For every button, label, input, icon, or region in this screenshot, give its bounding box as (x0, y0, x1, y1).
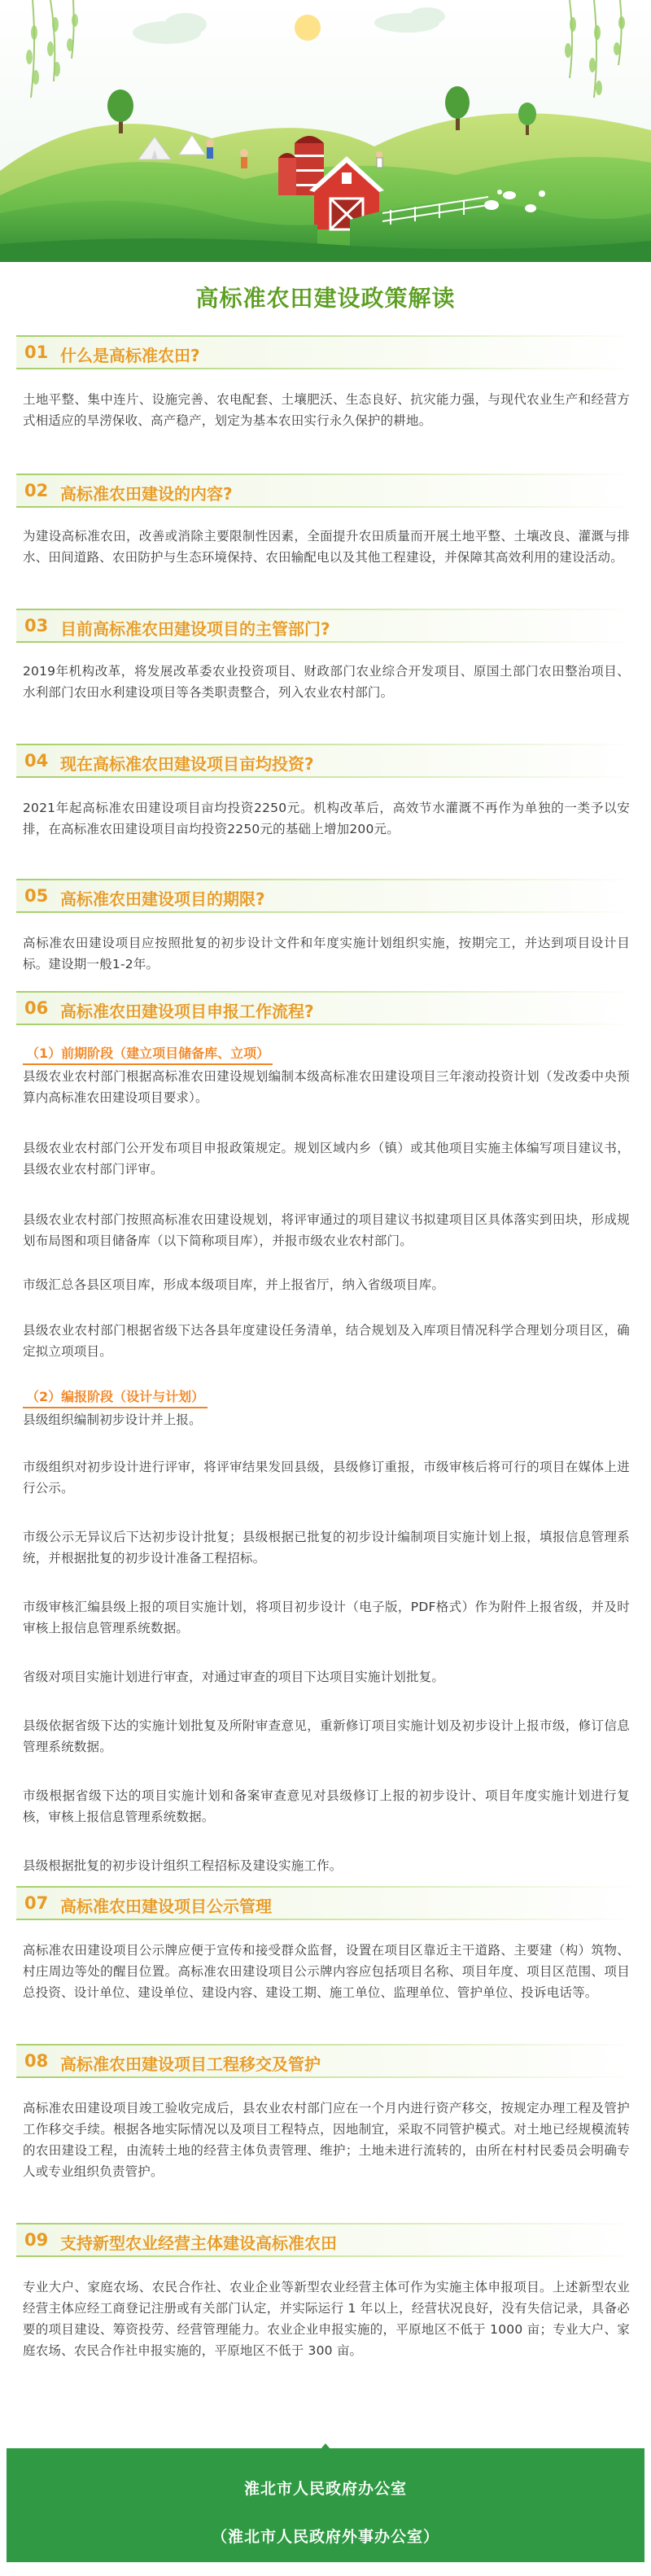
section-number: 03 (24, 616, 49, 635)
footer-publisher: 淮北市人民政府办公室 (243, 2480, 407, 2498)
section-06-paragraph: 县级农业农村部门根据省级下达各县年度建设任务清单，结合规划及入库项目情况科学合理划分项目区，确定拟立项项目。 (23, 1323, 630, 1359)
section-number: 06 (24, 998, 49, 1018)
section-05-paragraph: 高标准农田建设项目应按照批复的初步设计文件和年度实施计划组织实施，按期完工，并达到项目设计目标。建设期一般1-2年。 (23, 936, 630, 971)
subheading-design-stage: （2）编报阶段（设计与计划） (23, 1388, 208, 1408)
section-number: 09 (24, 2230, 49, 2250)
section-title: 现在高标准农田建设项目亩均投资? (60, 754, 314, 774)
section-header-08 (16, 2044, 635, 2078)
section-01-paragraph: 土地平整、集中连片、设施完善、农电配套、土壤肥沃、生态良好、抗灾能力强，与现代农业生产和经营方式相适应的旱涝保收、高产稳产，划定为基本农田实行永久保护的耕地。 (23, 392, 630, 428)
section-header-06 (16, 991, 635, 1025)
section-03-paragraph: 2019年机构改革，将发展改革委农业投资项目、财政部门农业综合开发项目、原国土部门农田整治项目、水利部门农田水利建设项目等各类职责整合，列入农业农村部门。 (23, 664, 630, 700)
section-08-paragraph: 高标准农田建设项目竣工验收完成后，县农业农村部门应在一个月内进行资产移交，按规定办理工程及管护工作移交手续。根据各地实际情况以及项目工程特点，因地制宜，采取不同管护模式。对土地已经规模流转的农田建设工程，由流转土地的经营主体负责管理、维护；土地未进行流转的，由所在村村民委员会明确专人或专业组织负责管护。 (23, 2101, 630, 2179)
section-04-paragraph: 2021年起高标准农田建设项目亩均投资2250元。机构改革后，高效节水灌溉不再作为单独的一类予以安排，在高标准农田建设项目亩均投资2250元的基础上增加200元。 (23, 801, 630, 836)
farm-landscape-illustration (0, 0, 651, 262)
section-number: 01 (24, 343, 49, 362)
section-header-01 (16, 335, 635, 369)
header-banner-illustration (0, 0, 651, 262)
section-06-paragraph: 市级审核汇编县级上报的项目实施计划，将项目初步设计（电子版，PDF格式）作为附件上报省级，并及时审核上报信息管理系统数据。 (23, 1600, 630, 1635)
section-number: 05 (24, 886, 49, 906)
section-title: 高标准农田建设项目申报工作流程? (60, 1002, 314, 1021)
section-title: 高标准农田建设项目工程移交及管护 (60, 2054, 321, 2074)
section-title: 高标准农田建设项目公示管理 (60, 1897, 272, 1916)
footer-publisher-alias: （淮北市人民政府外事办公室） (211, 2528, 439, 2546)
footer-arrow-icon (316, 2442, 335, 2455)
section-header-05 (16, 879, 635, 913)
section-06-paragraph: 市级根据省级下达的项目实施计划和备案审查意见对县级修订上报的初步设计、项目年度实施计划进行复核，审核上报信息管理系统数据。 (23, 1788, 630, 1824)
section-09-paragraph: 专业大户、家庭农场、农民合作社、农业企业等新型农业经营主体可作为实施主体申报项目。上述新型农业经营主体应经工商登记注册或有关部门认定，并实际运行 1 年以上，经营状况良好，没有失信记录，具备必要的项目建设、筹资投劳、经营管理能力。农业企业申报实施的，平原地区不低于 1000 亩；专业大户、家庭农场、农民合作社申报实施的，平原地区不低于 300 亩。 (23, 2280, 630, 2358)
section-title: 高标准农田建设的内容? (60, 484, 233, 504)
section-06-paragraph: 市级公示无异议后下达初步设计批复；县级根据已批复的初步设计编制项目实施计划上报，填报信息管理系统，并根据批复的初步设计准备工程招标。 (23, 1530, 630, 1565)
section-header-07 (16, 1886, 635, 1920)
section-header-04 (16, 744, 635, 778)
section-number: 02 (24, 481, 49, 500)
section-number: 08 (24, 2051, 49, 2071)
section-07-paragraph: 高标准农田建设项目公示牌应便于宣传和接受群众监督，设置在项目区靠近主干道路、主要建（构）筑物、村庄周边等处的醒目位置。高标准农田建设项目公示牌内容应包括项目名称、项目年度、项目区范围、项目总投资、设计单位、建设单位、建设内容、建设工期、施工单位、监理单位、管护单位、投诉电话等。 (23, 1943, 630, 2000)
section-06-paragraph: 县级根据批复的初步设计组织工程招标及建设实施工作。 (23, 1858, 343, 1873)
section-06-paragraph: 县级农业农村部门根据高标准农田建设规划编制本级高标准农田建设项目三年滚动投资计划（发改委中央预算内高标准农田建设项目要求）。 (23, 1069, 630, 1105)
section-06-paragraph: 县级组织编制初步设计并上报。 (23, 1412, 202, 1427)
section-header-03 (16, 609, 635, 643)
section-06-paragraph: 县级依据省级下达的实施计划批复及所附审查意见，重新修订项目实施计划及初步设计上报市级，修订信息管理系统数据。 (23, 1718, 630, 1754)
section-title: 支持新型农业经营主体建设高标准农田 (60, 2233, 337, 2253)
section-header-02 (16, 474, 635, 508)
footer (0, 2437, 651, 2576)
section-number: 04 (24, 751, 49, 771)
section-title: 高标准农田建设项目的期限? (60, 889, 265, 909)
section-06-paragraph: 省级对项目实施计划进行审查，对通过审查的项目下达项目实施计划批复。 (23, 1670, 445, 1684)
subheading-preliminary-stage: （1）前期阶段（建立项目储备库、立项） (23, 1045, 273, 1065)
section-number: 07 (24, 1893, 49, 1913)
page-title: 高标准农田建设政策解读 (195, 285, 456, 312)
section-header-09 (16, 2223, 635, 2257)
section-06-paragraph: 县级农业农村部门按照高标准农田建设规划，将评审通过的项目建议书拟建项目区具体落实到田块，形成规划布局图和项目储备库（以下简称项目库），并报市级农业农村部门。 (23, 1212, 630, 1248)
section-02-paragraph: 为建设高标准农田，改善或消除主要限制性因素，全面提升农田质量而开展土地平整、土壤改良、灌溉与排水、田间道路、农田防护与生态环境保持、农田输配电以及其他工程建设，并保障其高效利用的建设活动。 (23, 529, 630, 565)
section-06-paragraph: 县级农业农村部门公开发布项目申报政策规定。规划区域内乡（镇）或其他项目实施主体编写项目建议书，县级农业农村部门评审。 (23, 1141, 630, 1177)
sun-icon (295, 15, 321, 41)
section-title: 目前高标准农田建设项目的主管部门? (60, 619, 330, 639)
section-title: 什么是高标准农田? (60, 346, 200, 365)
section-06-paragraph: 市级汇总各县区项目库，形成本级项目库，并上报省厅，纳入省级项目库。 (23, 1277, 445, 1292)
section-06-paragraph: 市级组织对初步设计进行评审，将评审结果发回县级，县级修订重报，市级审核后将可行的项目在媒体上进行公示。 (23, 1460, 630, 1495)
